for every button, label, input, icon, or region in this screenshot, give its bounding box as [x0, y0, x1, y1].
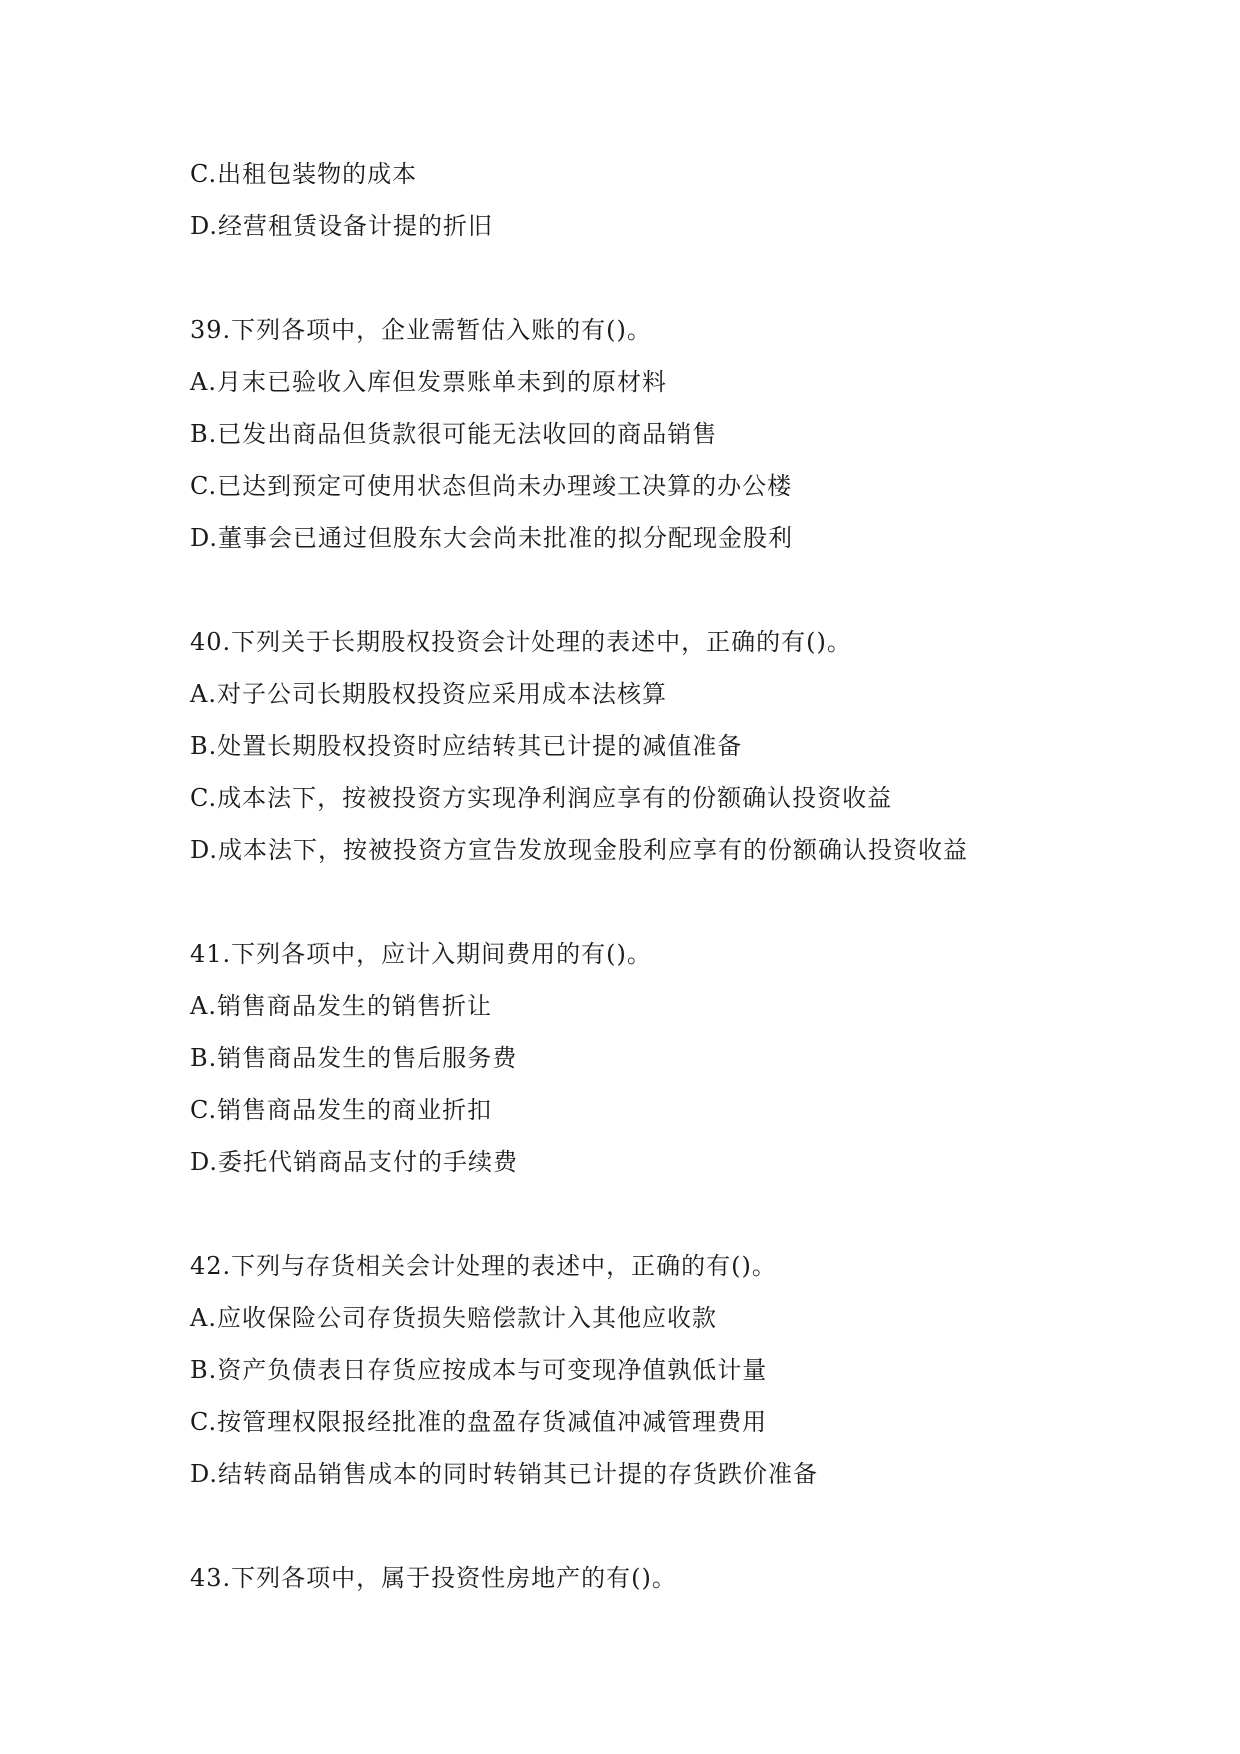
- option-text: D.经营租赁设备计提的折旧: [190, 212, 494, 240]
- option-text: D.结转商品销售成本的同时转销其已计提的存货跌价准备: [190, 1460, 819, 1488]
- question-39: 39.下列各项中，企业需暂估入账的有()。: [190, 316, 652, 344]
- question-40: 40.下列关于长期股权投资会计处理的表述中，正确的有()。: [190, 628, 852, 656]
- spacer: [190, 564, 1150, 616]
- option-text: A.月末已验收入库但发票账单未到的原材料: [190, 368, 667, 396]
- option-text: C.销售商品发生的商业折扣: [190, 1096, 493, 1124]
- spacer: [190, 876, 1150, 928]
- spacer: [190, 1500, 1150, 1552]
- option-text: A.应收保险公司存货损失赔偿款计入其他应收款: [190, 1304, 717, 1332]
- option-text: A.对子公司长期股权投资应采用成本法核算: [190, 680, 667, 708]
- question-42: 42.下列与存货相关会计处理的表述中，正确的有()。: [190, 1252, 777, 1280]
- option-text: B.已发出商品但货款很可能无法收回的商品销售: [190, 420, 718, 448]
- option-text: B.销售商品发生的售后服务费: [190, 1044, 518, 1072]
- document-page: [190, 148, 1150, 1604]
- option-text: D.成本法下，按被投资方宣告发放现金股利应享有的份额确认投资收益: [190, 836, 969, 864]
- option-text: C.成本法下，按被投资方实现净利润应享有的份额确认投资收益: [190, 784, 893, 812]
- option-text: D.委托代销商品支付的手续费: [190, 1148, 519, 1176]
- question-41: 41.下列各项中，应计入期间费用的有()。: [190, 940, 652, 968]
- option-text: C.已达到预定可使用状态但尚未办理竣工决算的办公楼: [190, 472, 793, 500]
- option-text: B.资产负债表日存货应按成本与可变现净值孰低计量: [190, 1356, 768, 1384]
- option-text: C.按管理权限报经批准的盘盈存货减值冲减管理费用: [190, 1408, 768, 1436]
- option-text: A.销售商品发生的销售折让: [190, 992, 492, 1020]
- option-text: B.处置长期股权投资时应结转其已计提的减值准备: [190, 732, 743, 760]
- option-text: C.出租包装物的成本: [190, 160, 418, 188]
- spacer: [190, 252, 1150, 304]
- spacer: [190, 1188, 1150, 1240]
- option-text: D.董事会已通过但股东大会尚未批准的拟分配现金股利: [190, 524, 794, 552]
- question-43: 43.下列各项中，属于投资性房地产的有()。: [190, 1564, 677, 1592]
